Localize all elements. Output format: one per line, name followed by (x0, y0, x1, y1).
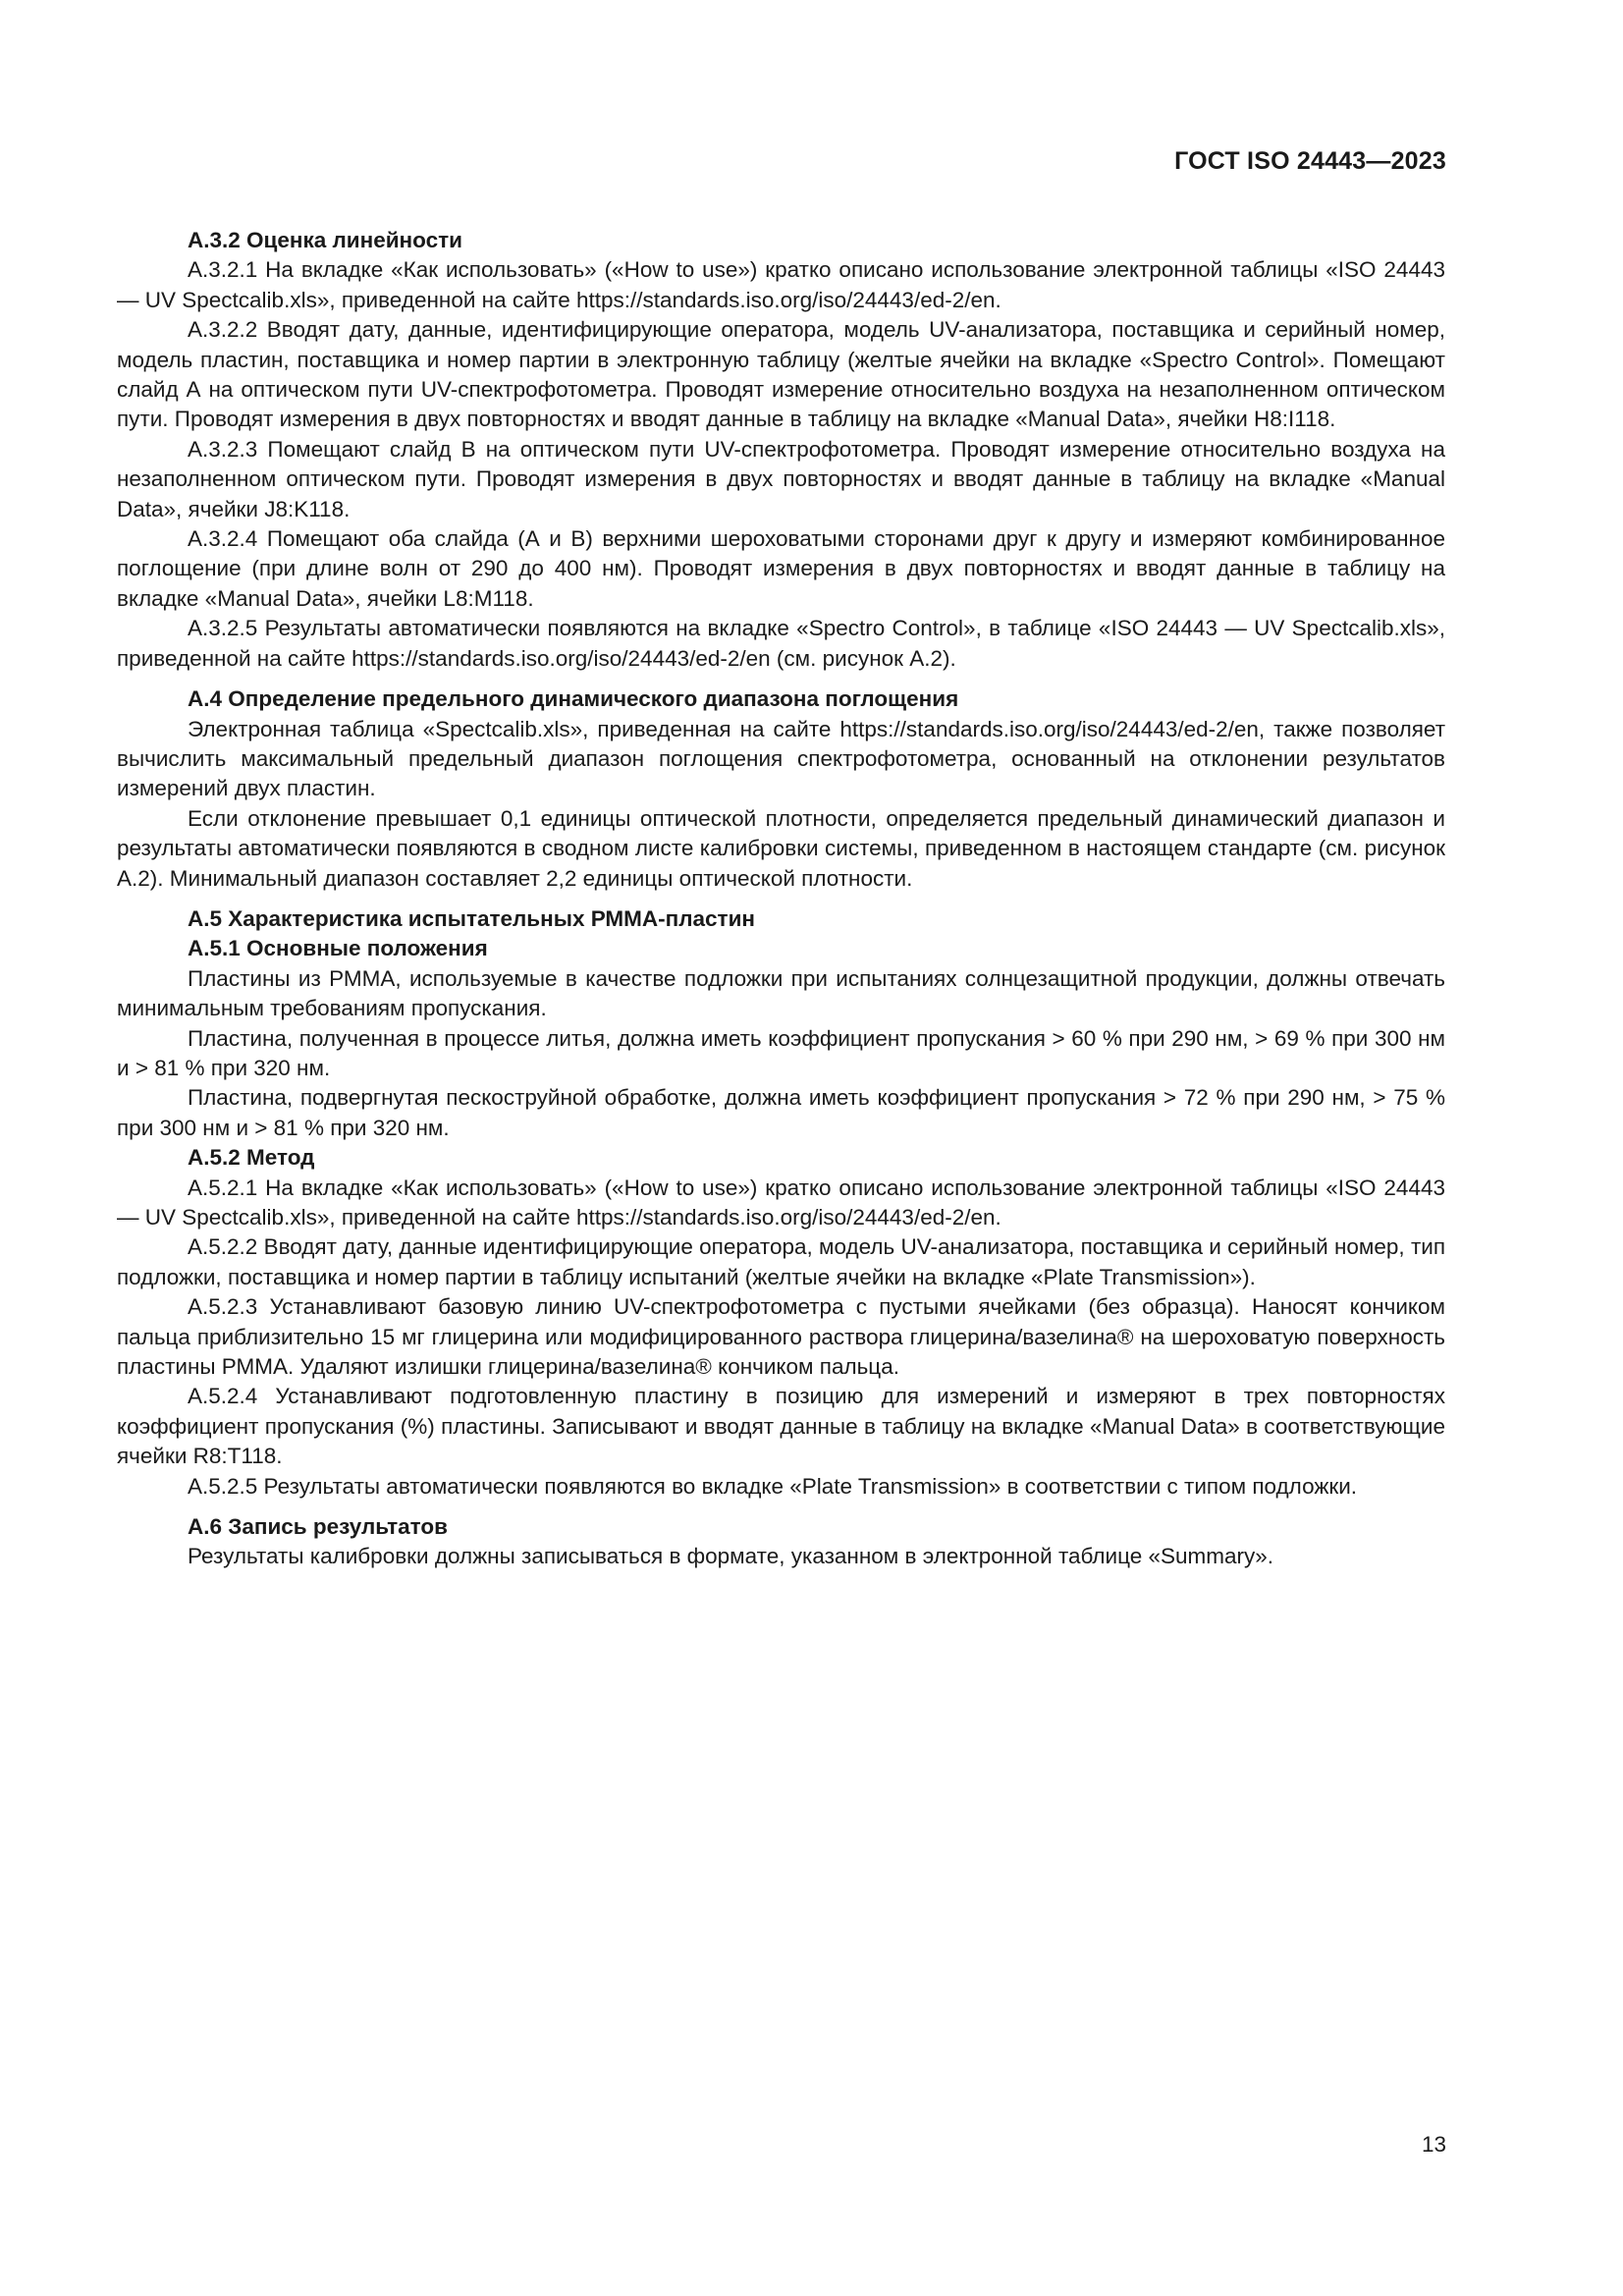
subsection-heading-a52: А.5.2 Метод (188, 1145, 315, 1171)
section-heading-a32: А.3.2 Оценка линейности (188, 228, 462, 252)
subsection-heading-a51: А.5.1 Основные положения (188, 936, 488, 961)
paragraph: А.5.2.2 Вводят дату, данные идентифицирующие оператора, модель UV-анализатора, поставщика и серийный номер, тип подложки, поставщика и номер партии в таблицу испытаний (желтые ячейки на вкладке «Plate Transmission»). (117, 1234, 1445, 1289)
paragraph: А.5.2.3 Устанавливают базовую линию UV-спектрофотометра с пустыми ячейками (без образца). Наносят кончиком пальца приблизительно 15 мг глицерина или модифицированного раствора глицерина/вазелина® на шероховатую поверхность пластины РММА. Удаляют излишки глицерина/вазелина® кончиком пальца. (117, 1294, 1445, 1380)
section-heading-a5: А.5 Характеристика испытательных РММА-пластин (188, 905, 756, 931)
document-body (117, 226, 1445, 1572)
section-heading-a4: А.4 Определение предельного динамического диапазона поглощения (188, 686, 959, 712)
paragraph: Результаты калибровки должны записываться в формате, указанном в электронной таблице «Summary». (188, 1544, 1274, 1569)
paragraph: А.5.2.1 На вкладке «Как использовать» («How to use») кратко описано использование электронной таблицы «ISO 24443 — UV Spectcalib.xls», приведенной на сайте https://standards.iso.org/iso/24443/ed-2/en. (117, 1175, 1445, 1230)
paragraph: А.5.2.5 Результаты автоматически появляются во вкладке «Plate Transmission» в соответствии с типом подложки. (188, 1473, 1358, 1499)
paragraph: А.3.2.5 Результаты автоматически появляются на вкладке «Spectro Control», в таблице «ISO 24443 — UV Spectcalib.xls», приведенной на сайте https://standards.iso.org/iso/24443/ed-2/en (см. рисунок А.2). (117, 616, 1445, 671)
paragraph: А.5.2.4 Устанавливают подготовленную пластину в позицию для измерений и измеряют в трех повторностях коэффициент пропускания (%) пластины. Записывают и вводят данные в таблицу на вкладке «Manual Data» в соответствующие ячейки R8:T118. (117, 1384, 1445, 1469)
paragraph: Электронная таблица «Spectcalib.xls», приведенная на сайте https://standards.iso.org/iso/24443/ed-2/en, также позволяет вычислить максимальный предельный диапазон поглощения спектрофотометра, основанный на отклонении результатов измерений двух пластин. (117, 716, 1445, 801)
paragraph: Пластина, полученная в процессе литья, должна иметь коэффициент пропускания > 60 % при 290 нм, > 69 % при 300 нм и > 81 % при 320 нм. (117, 1025, 1445, 1080)
paragraph: А.3.2.1 На вкладке «Как использовать» («How to use») кратко описано использование электронной таблицы «ISO 24443 — UV Spectcalib.xls», приведенной на сайте https://standards.iso.org/iso/24443/ed-2/en. (117, 257, 1445, 312)
paragraph: Пластины из РММА, используемые в качестве подложки при испытаниях солнцезащитной продукции, должны отвечать минимальным требованиям пропускания. (117, 965, 1445, 1021)
section-heading-a6: А.6 Запись результатов (188, 1514, 448, 1540)
paragraph: А.3.2.3 Помещают слайд В на оптическом пути UV-спектрофотометра. Проводят измерение относительно воздуха на незаполненном оптическом пути. Проводят измерения в двух повторностях и вводят данные в таблицу на вкладке «Manual Data», ячейки J8:K118. (117, 436, 1445, 521)
paragraph: Пластина, подвергнутая пескоструйной обработке, должна иметь коэффициент пропускания > 72 % при 290 нм, > 75 % при 300 нм и > 81 % при 320 нм. (117, 1085, 1445, 1140)
document-header: ГОСТ ISO 24443—2023 (1174, 147, 1446, 175)
paragraph: А.3.2.4 Помещают оба слайда (А и В) верхними шероховатыми сторонами друг к другу и измеряют комбинированное поглощение (при длине волн от 290 до 400 нм). Проводят измерения в двух повторностях и вводят данные в таблицу на вкладке «Manual Data», ячейки L8:M118. (117, 526, 1445, 611)
paragraph: А.3.2.2 Вводят дату, данные, идентифицирующие оператора, модель UV-анализатора, поставщика и серийный номер, модель пластин, поставщика и номер партии в электронную таблицу (желтые ячейки на вкладке «Spectro Control». Помещают слайд А на оптическом пути UV-спектрофотометра. Проводят измерение относительно воздуха на незаполненном оптическом пути. Проводят измерения в двух повторностях и вводят данные в таблицу на вкладке «Manual Data», ячейки H8:I118. (117, 317, 1445, 432)
page-number: 13 (1421, 2132, 1446, 2157)
paragraph: Если отклонение превышает 0,1 единицы оптической плотности, определяется предельный динамический диапазон и результаты автоматически появляются в сводном листе калибровки системы, приведенном в настоящем стандарте (см. рисунок А.2). Минимальный диапазон составляет 2,2 единицы оптической плотности. (117, 805, 1445, 891)
